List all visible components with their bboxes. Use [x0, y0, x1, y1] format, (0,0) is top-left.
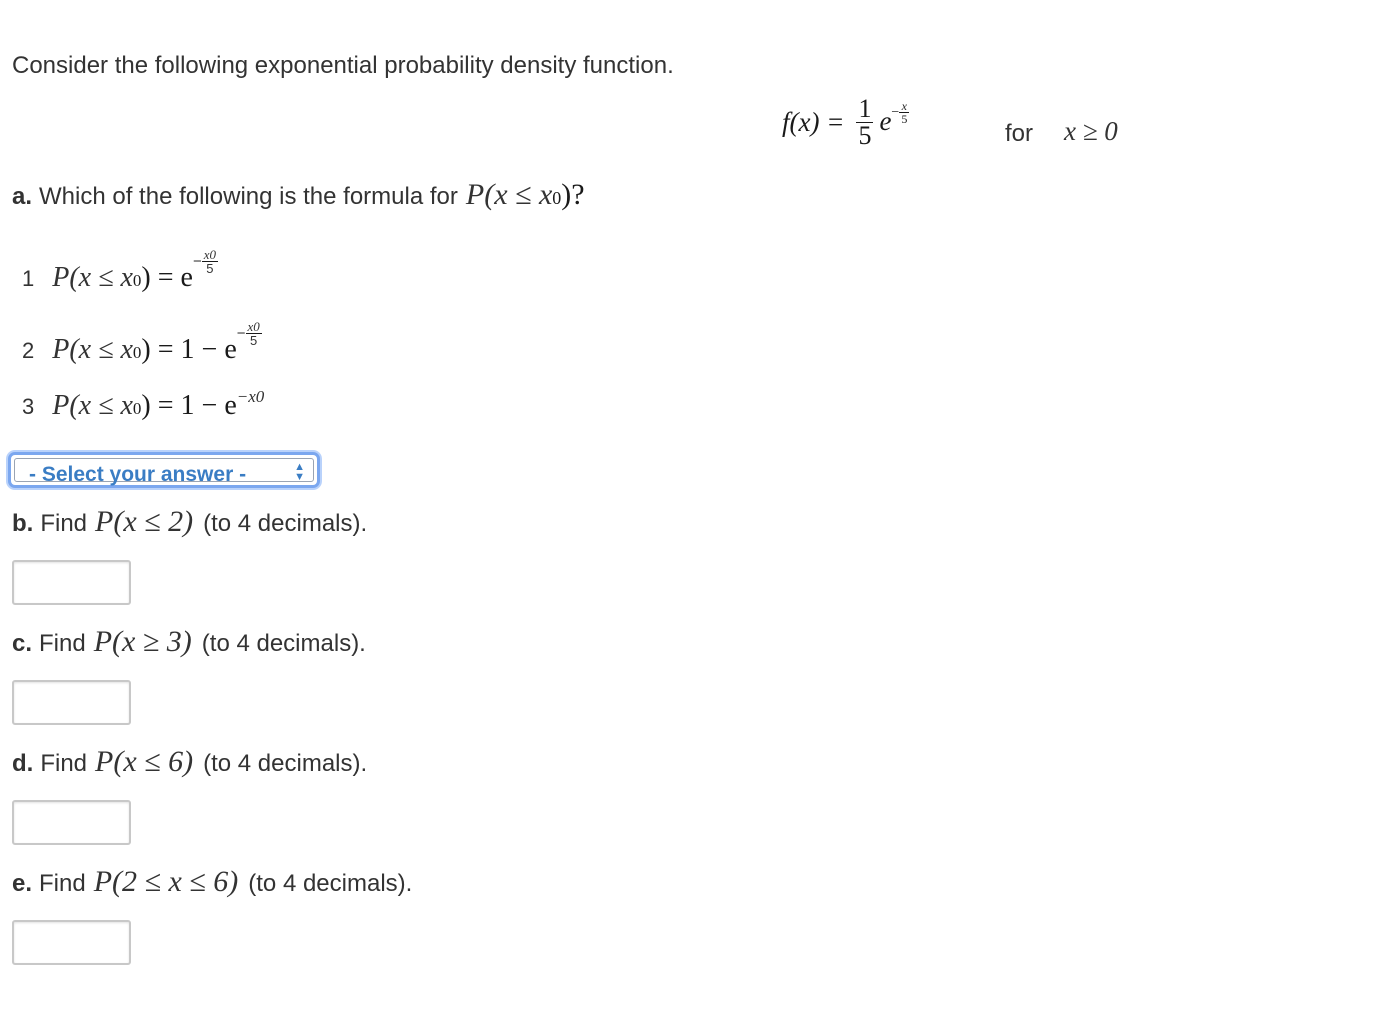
- part-e-question: [12, 865, 412, 899]
- part-a-letter: a.: [12, 183, 33, 210]
- pdf-fraction: [856, 96, 873, 149]
- option-1-lhs: P(x ≤ x: [52, 262, 133, 293]
- part-d-pre: Find: [40, 750, 88, 777]
- part-a-question: [12, 178, 585, 212]
- option-1-rhs: ) = e: [141, 262, 193, 293]
- part-c-question: [12, 625, 366, 659]
- part-c-pre: Find: [39, 630, 86, 657]
- part-d-post: (to 4 decimals).: [203, 750, 368, 777]
- option-1-exp-den: 5: [206, 261, 214, 276]
- part-b-math: P(x ≤ 2): [95, 505, 194, 538]
- option-2-exp-num: x0: [247, 319, 260, 334]
- part-b-question: [12, 505, 367, 539]
- part-c-answer-input[interactable]: [12, 680, 131, 725]
- option-1: [22, 247, 218, 295]
- pdf-base: e: [879, 106, 892, 136]
- pdf-exp-sign: −: [891, 104, 900, 120]
- answer-select-label: - Select your answer -: [29, 463, 247, 486]
- option-1-sub: 0: [132, 271, 142, 290]
- option-3-number: 3: [22, 394, 35, 419]
- option-2-sub: 0: [132, 343, 142, 362]
- option-3: [22, 387, 265, 422]
- option-1-number: 1: [22, 266, 35, 291]
- option-3-sub: 0: [132, 399, 142, 418]
- part-d-math: P(x ≤ 6): [95, 745, 194, 778]
- option-2-exponent: [237, 320, 262, 347]
- answer-select[interactable]: [8, 452, 320, 488]
- option-2-lhs: P(x ≤ x: [52, 334, 133, 365]
- answer-select-frame[interactable]: [14, 458, 314, 486]
- part-b-answer-input[interactable]: [12, 560, 131, 605]
- part-e-pre: Find: [39, 870, 86, 897]
- option-1-exp-sign: −: [192, 253, 202, 270]
- part-c-letter: c.: [12, 630, 33, 657]
- pdf-exp-den: 5: [901, 112, 908, 126]
- pdf-exp-num: x: [899, 100, 909, 113]
- part-e-answer-input[interactable]: [12, 920, 131, 965]
- option-3-rhs: ) = 1 − e: [141, 390, 237, 421]
- option-2-rhs: ) = 1 − e: [141, 334, 237, 365]
- part-b-pre: Find: [40, 510, 88, 537]
- pdf-frac-num: 1: [858, 94, 872, 123]
- select-arrows-icon: ▲ ▼: [294, 461, 305, 483]
- option-1-exp-num: x0: [203, 247, 216, 262]
- part-a-math: P(x ≤ x: [465, 178, 553, 211]
- part-a-close: )?: [561, 178, 585, 211]
- part-c-post: (to 4 decimals).: [201, 630, 366, 657]
- pdf-domain: x ≥ 0: [1064, 116, 1118, 146]
- part-e-post: (to 4 decimals).: [248, 870, 413, 897]
- part-d-letter: d.: [12, 750, 34, 777]
- part-d-answer-input[interactable]: [12, 800, 131, 845]
- pdf-for-label: for: [1005, 120, 1034, 147]
- intro-text: Consider the following exponential probability density function.: [12, 52, 674, 79]
- part-b-letter: b.: [12, 510, 34, 537]
- option-2-exp-sign: −: [236, 325, 246, 342]
- part-b-post: (to 4 decimals).: [203, 510, 368, 537]
- pdf-exponent: [891, 100, 909, 125]
- part-c-math: P(x ≥ 3): [93, 625, 192, 658]
- option-3-lhs: P(x ≤ x: [52, 390, 133, 421]
- option-2-number: 2: [22, 338, 35, 363]
- part-e-math: P(2 ≤ x ≤ 6): [93, 865, 239, 898]
- option-3-exponent: −x0: [236, 387, 265, 406]
- part-e-letter: e.: [12, 870, 33, 897]
- pdf-frac-den: 5: [858, 121, 872, 150]
- option-2: [22, 319, 262, 367]
- part-a-sub: 0: [552, 188, 562, 208]
- part-a-text: Which of the following is the formula for: [39, 183, 458, 210]
- part-d-question: [12, 745, 367, 779]
- pdf-lhs: f(x) =: [782, 107, 845, 137]
- option-1-exponent: [193, 248, 218, 275]
- pdf-formula: [782, 96, 909, 149]
- option-2-exp-den: 5: [250, 333, 258, 348]
